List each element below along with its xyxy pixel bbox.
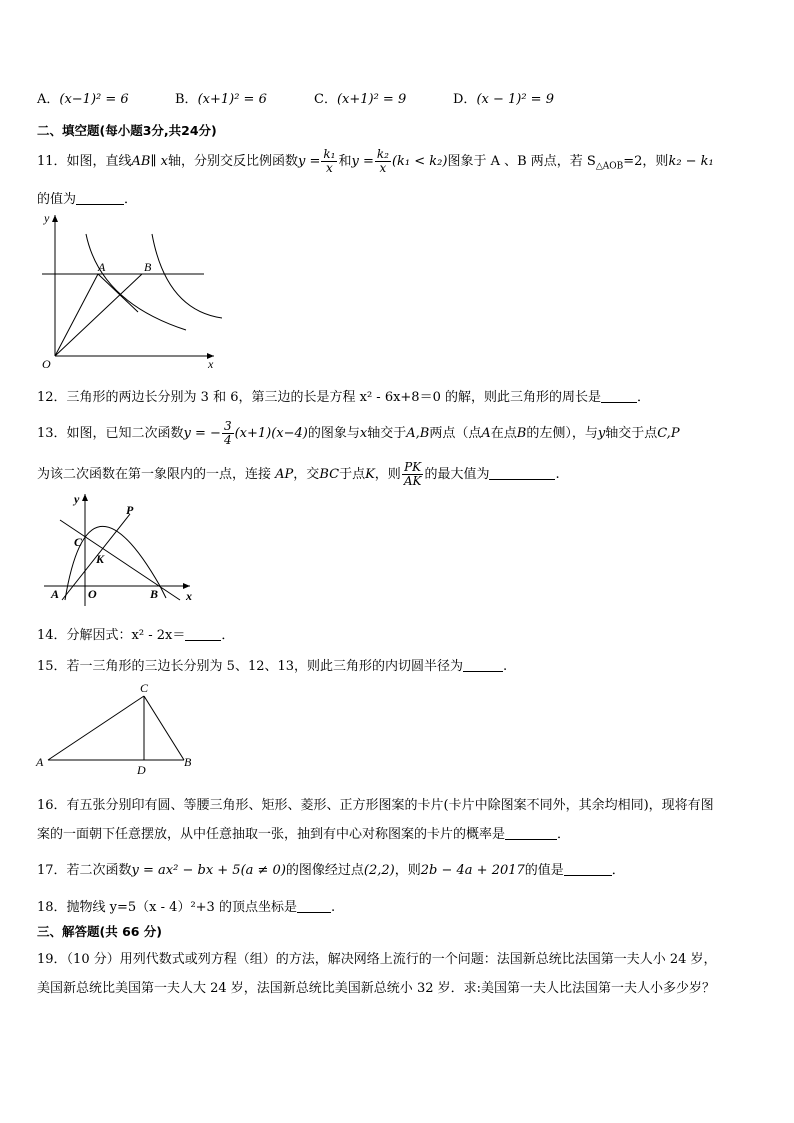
question-16-line-1: 16．有五张分别印有圆、等腰三角形、矩形、菱形、正方形图案的卡片(卡片中除图案不同外，其余均相同)，现将有图 [37, 798, 714, 813]
answer-blank[interactable] [185, 628, 221, 641]
question-16-line-2: 案的一面朝下任意摆放，从中任意抽取一张，抽到有中心对称图案的卡片的概率是 ． [37, 827, 571, 842]
question-11-line-1: 11．如图，直线AB∥ x轴，分别交反比例函数y = $\frac{\text{k₁}}{x}$ 和y = $\frac{\text{k₂}}{x}$ (k₁ < k₂)图象于 A 、B 两点，若 $S_{\triangle AOB}=2$，则k₂ − k₁ [37, 147, 714, 175]
fig11-label-o: O [42, 357, 51, 371]
answer-blank[interactable] [76, 192, 124, 205]
answer-blank[interactable] [463, 659, 503, 672]
answer-blank[interactable] [489, 467, 555, 480]
fig15-label-c: C [140, 681, 149, 695]
fig13-label-a: A [51, 587, 60, 601]
question-15: 15．若一三角形的三边长分别为 5、12、13，则此三角形的内切圆半径为 . [37, 659, 508, 674]
fig13-label-y: y [74, 492, 80, 506]
fig15-label-a: A [36, 755, 44, 769]
question-14: 14．分解因式：x² - 2x＝ ． [37, 628, 235, 643]
fig15-label-d: D [137, 763, 146, 776]
fig13-label-o: O [88, 587, 97, 601]
option-b: B．(x+1)² = 6 [175, 92, 267, 107]
fig15-label-b: B [184, 755, 192, 769]
question-19-line-1: 19．（10 分）用列代数式或列方程（组）的方法，解决网络上流行的一个问题：法国新总统比法国第一夫人小 24 岁， [37, 952, 717, 967]
fig13-label-p: P [126, 503, 134, 517]
question-19-line-2: 美国新总统比美国第一夫人大 24 岁，法国新总统比美国新总统小 32 岁．求:美国第一夫人比法国第一夫人小多少岁？ [37, 981, 715, 996]
fig13-label-x: x [186, 589, 192, 603]
fig13-label-b: B [150, 587, 159, 601]
question-17: 17．若二次函数y = ax² − bx + 5(a ≠ 0)的图像经过点(2,2)，则2b − 4a + 2017的值是 ． [37, 863, 625, 878]
question-13-line-1: 13．如图，已知二次函数y = − $\frac{3}{4}$ (x+1)(x−4)的图象与x轴交于A,B两点（点A在点B的左侧），与y轴交于点C,P [37, 419, 680, 447]
fig11-label-x: x [208, 357, 214, 371]
option-a: A．(x−1)² = 6 [37, 92, 129, 107]
figure-13-graph [40, 490, 200, 608]
question-12: 12．三角形的两边长分别为 3 和 6，第三边的长是方程 x² - 6x+8＝0 的解，则此三角形的周长是 ． [37, 390, 650, 405]
fig13-label-c: C [74, 535, 83, 549]
section-heading-solutions: 三、解答题(共 66 分) [37, 924, 163, 939]
fig11-label-y: y [44, 211, 50, 225]
fig13-label-k: K [96, 552, 105, 566]
answer-blank[interactable] [505, 827, 557, 840]
answer-blank[interactable] [564, 863, 612, 876]
figure-15-triangle [34, 678, 200, 776]
section-heading-fill-in: 二、填空题(每小题3分,共24分) [37, 123, 217, 138]
answer-blank[interactable] [297, 900, 331, 913]
fig11-label-a: A [98, 260, 106, 274]
option-d: D．(x − 1)² = 9 [453, 92, 554, 107]
question-11-line-2: 的值为 ． [37, 192, 138, 207]
fig11-label-b: B [144, 260, 152, 274]
answer-blank[interactable] [601, 390, 637, 403]
question-13-line-2: 为该二次函数在第一象限内的一点，连接 AP，交BC于点K，则 $\frac{PK}{AK}$ 的最大值为 . [37, 460, 560, 488]
figure-11-graph [36, 206, 222, 372]
question-18: 18．抛物线 y=5（x - 4）²+3 的顶点坐标是 . [37, 900, 336, 915]
option-c: C．(x+1)² = 9 [314, 92, 407, 107]
